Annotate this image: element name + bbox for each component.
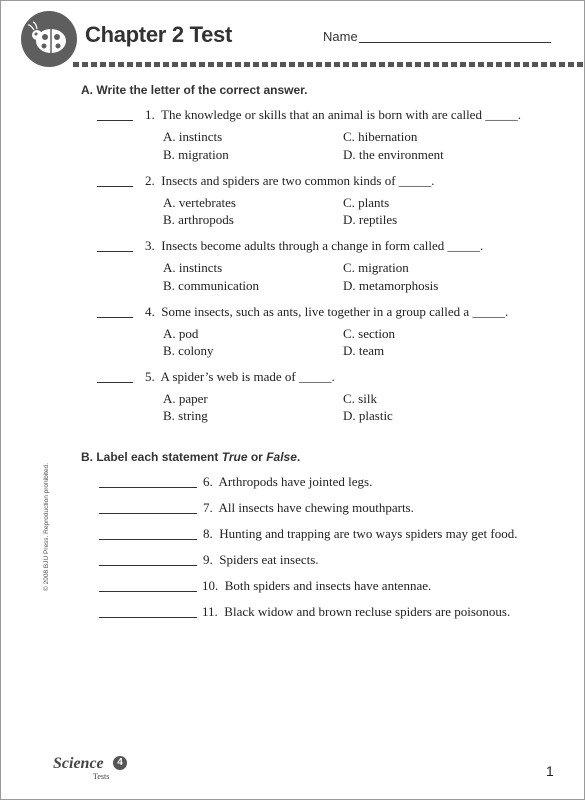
option-3d: D. metamorphosis: [343, 278, 439, 293]
option-3a: A. instincts: [163, 260, 223, 275]
section-a-heading: A. Write the letter of the correct answer.: [81, 83, 308, 97]
header-divider: [73, 62, 583, 67]
logo-subtitle: Tests: [93, 772, 110, 781]
option-5b: B. string: [163, 408, 208, 423]
tf-blank-7[interactable]: [99, 513, 197, 514]
statement-7: 7. All insects have chewing mouthparts.: [203, 500, 414, 515]
option-2c: C. plants: [343, 195, 390, 210]
question-5: 5. A spider’s web is made of _____.: [145, 369, 335, 384]
statement-11: 11. Black widow and brown recluse spiders are poisonous.: [202, 604, 511, 619]
option-4b: B. colony: [163, 343, 214, 358]
tf-blank-10[interactable]: [99, 591, 197, 592]
option-5d: D. plastic: [343, 408, 393, 423]
answer-blank-2[interactable]: [97, 186, 133, 187]
tf-blank-6[interactable]: [99, 487, 197, 488]
page-number: 1: [546, 763, 554, 779]
tf-blank-11[interactable]: [99, 617, 197, 618]
question-4: 4. Some insects, such as ants, live together in a group called a _____.: [145, 304, 509, 319]
statement-6: 6. Arthropods have jointed legs.: [203, 474, 373, 489]
tf-blank-8[interactable]: [99, 539, 197, 540]
answer-blank-3[interactable]: [97, 251, 133, 252]
ladybug-icon: [21, 11, 77, 67]
statement-9: 9. Spiders eat insects.: [203, 552, 319, 567]
answer-blank-4[interactable]: [97, 317, 133, 318]
option-1a: A. instincts: [163, 129, 223, 144]
section-b-heading: B. Label each statement True or False.: [81, 450, 301, 464]
copyright-notice: © 2008 BJU Press. Reproduction prohibited.: [43, 463, 50, 591]
tf-blank-9[interactable]: [99, 565, 197, 566]
option-2d: D. reptiles: [343, 212, 398, 227]
option-4d: D. team: [343, 343, 385, 358]
option-1d: D. the environment: [343, 147, 444, 162]
name-label: Name: [323, 29, 358, 44]
option-3b: B. communication: [163, 278, 260, 293]
question-3: 3. Insects become adults through a change in form called _____.: [145, 238, 484, 253]
logo-word: Science: [53, 755, 104, 772]
statement-10: 10. Both spiders and insects have antennae.: [202, 578, 432, 593]
option-2a: A. vertebrates: [163, 195, 236, 210]
answer-blank-5[interactable]: [97, 382, 133, 383]
statement-8: 8. Hunting and trapping are two ways spiders may get food.: [203, 526, 518, 541]
science-tests-logo: [53, 753, 133, 783]
option-5a: A. paper: [163, 391, 208, 406]
option-4c: C. section: [343, 326, 395, 341]
question-1: 1. The knowledge or skills that an animal is born with are called _____.: [145, 107, 521, 122]
option-2b: B. arthropods: [163, 212, 234, 227]
page-title: Chapter 2 Test: [85, 22, 232, 47]
question-2: 2. Insects and spiders are two common kinds of _____.: [145, 173, 435, 188]
logo-grade-badge: 4: [113, 756, 127, 770]
option-3c: C. migration: [343, 260, 409, 275]
answer-blank-1[interactable]: [97, 120, 133, 121]
name-field[interactable]: [359, 42, 551, 43]
option-5c: C. silk: [343, 391, 377, 406]
option-1b: B. migration: [163, 147, 229, 162]
option-1c: C. hibernation: [343, 129, 418, 144]
option-4a: A. pod: [163, 326, 199, 341]
